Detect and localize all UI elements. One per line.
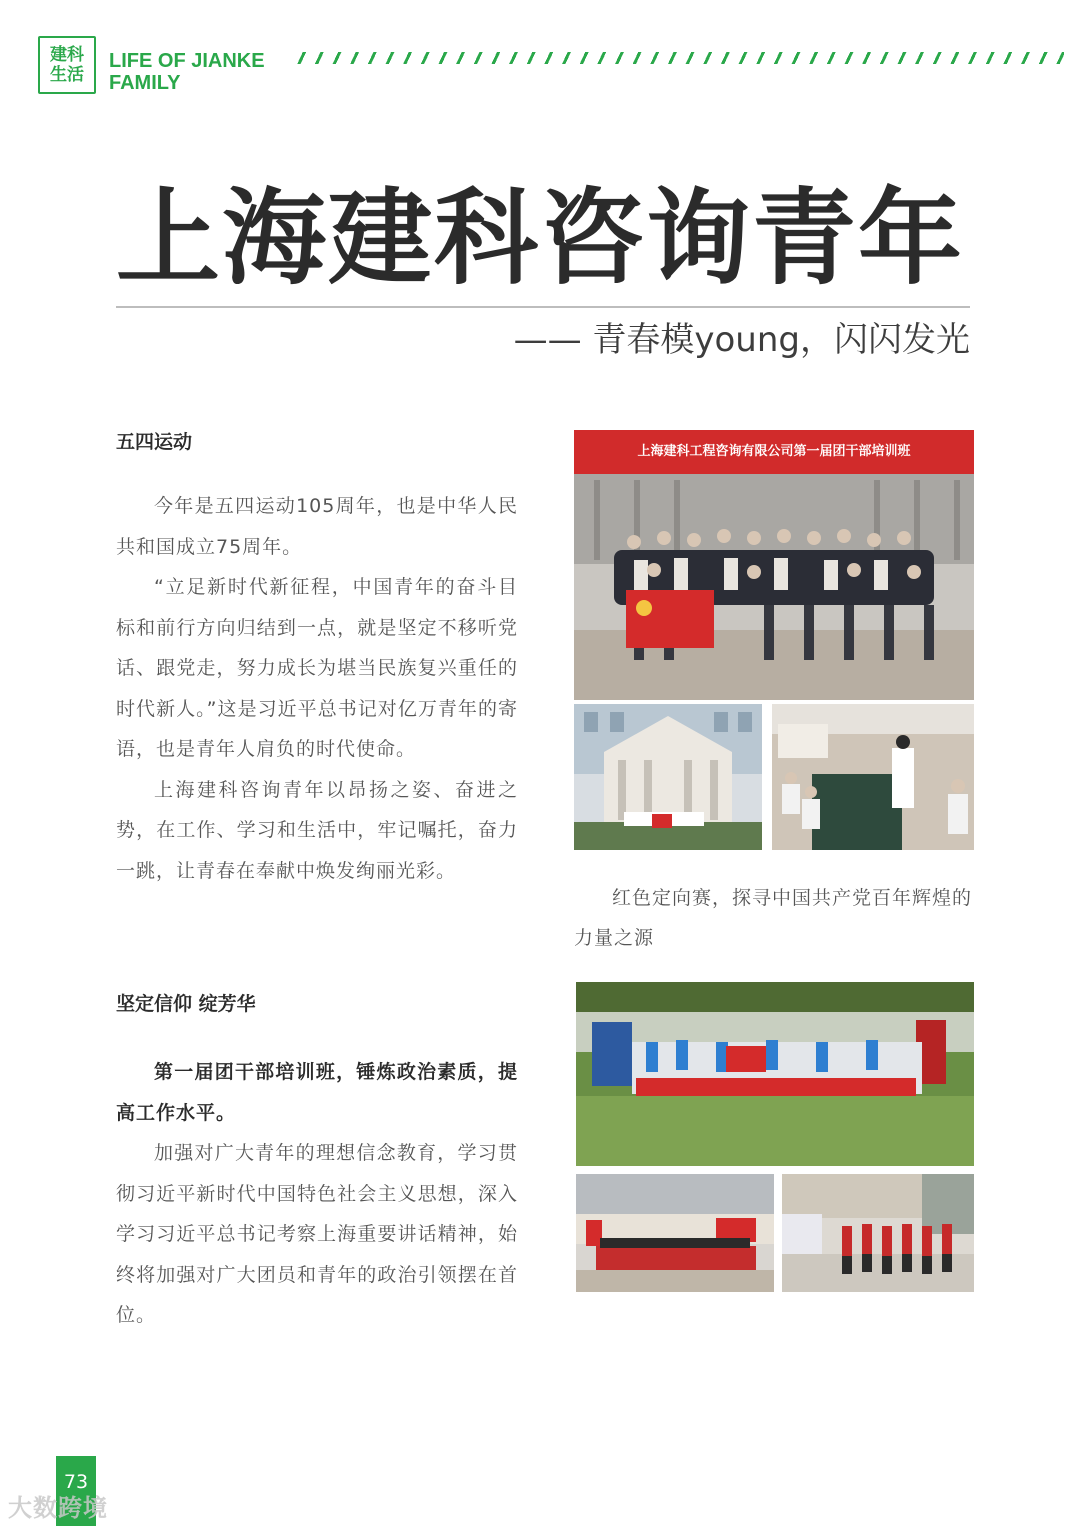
photo-outdoor-event: [576, 982, 974, 1166]
section-firm-belief: [116, 990, 518, 1336]
photo-banner-text: 上海建科工程咨询有限公司第一届团干部培训班: [637, 444, 911, 459]
running-illustration: [782, 1174, 974, 1292]
logo-text-line1: 建科: [50, 45, 84, 65]
logo-text-line2: 生活: [50, 65, 84, 85]
title-divider: [116, 306, 970, 308]
page-number: 73: [56, 1456, 96, 1526]
section-heading: 五四运动: [116, 431, 193, 453]
section-heading: 坚定信仰 绽芳华: [116, 993, 256, 1015]
group-photo-training: [574, 430, 974, 700]
meeting-illustration: [772, 704, 974, 850]
photo-meeting-room: [772, 704, 974, 850]
building-illustration: [574, 704, 762, 850]
outdoor-event-illustration: [576, 982, 974, 1166]
paragraph: 今年是五四运动105周年，也是中华人民共和国成立75周年。: [116, 495, 518, 558]
page-subtitle: —— 青春模young，闪闪发光: [513, 320, 970, 360]
header-dash-divider: [294, 52, 1064, 64]
page-title: 上海建科咨询青年: [116, 177, 965, 299]
section-may-fourth: [116, 428, 518, 891]
brand-name: [109, 50, 265, 94]
photo-building-group: [574, 704, 762, 850]
brand-line1: LIFE OF JIANKE: [109, 50, 265, 72]
photo-street-group: [576, 1174, 774, 1292]
paragraph: “立足新时代新征程，中国青年的奋斗目标和前行方向归结到一点，就是坚定不移听党话、跟党走，努力成长为堪当民族复兴重任的时代新人。”这是习近平总书记对亿万青年的寄语，也是青年人肩负的时代使命。: [116, 576, 518, 760]
brand-logo: [38, 36, 96, 94]
photo-running-race: [782, 1174, 974, 1292]
watermark: 大数跨境: [8, 1494, 108, 1522]
paragraph-lead: 第一届团干部培训班，锤炼政治素质，提高工作水平。: [116, 1061, 518, 1124]
brand-line2: FAMILY: [109, 72, 181, 94]
paragraph: 加强对广大青年的理想信念教育，学习贯彻习近平新时代中国特色社会主义思想，深入学习习近平总书记考察上海重要讲话精神，始终将加强对广大团员和青年的政治引领摆在首位。: [116, 1142, 518, 1326]
photo-caption: 红色定向赛，探寻中国共产党百年辉煌的力量之源: [574, 887, 973, 949]
street-group-illustration: [576, 1174, 774, 1292]
paragraph: 上海建科咨询青年以昂扬之姿、奋进之势，在工作、学习和生活中，牢记嘱托，奋力一跳，让青春在奉献中焕发绚丽光彩。: [116, 778, 518, 882]
